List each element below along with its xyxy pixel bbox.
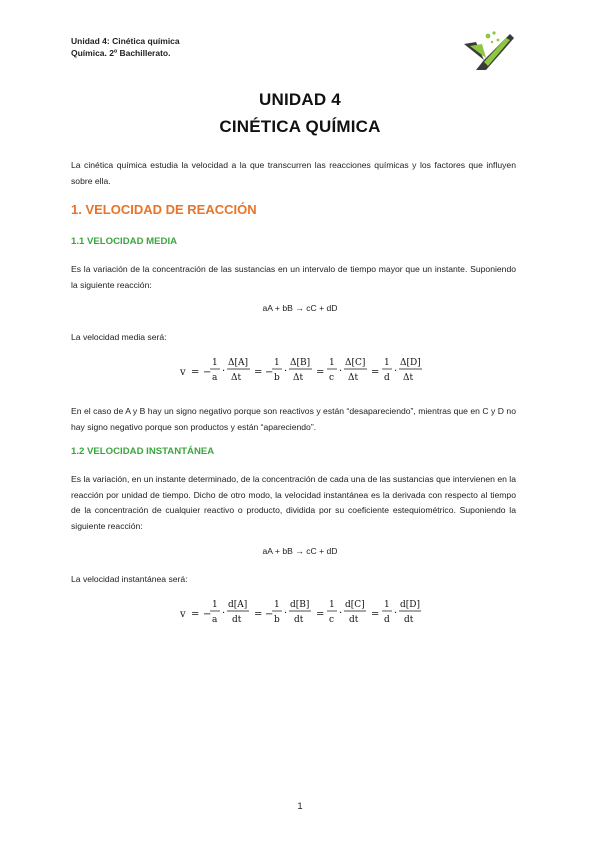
formula-den: Δt bbox=[293, 373, 304, 383]
formula-eq: = bbox=[371, 609, 380, 620]
formula-num-d: Δ[D] bbox=[400, 358, 421, 368]
formula-minus: − bbox=[265, 609, 274, 620]
formula-num-d: d[D] bbox=[400, 600, 420, 610]
intro-paragraph: La cinética química estudia la velocidad a la que transcurren las reacciones químicas y los factores que influyen sobre ella. bbox=[71, 160, 516, 186]
checkmark-logo-icon bbox=[462, 30, 516, 74]
formula-minus: − bbox=[265, 367, 274, 378]
formula-den: dt bbox=[294, 615, 304, 625]
section-heading: 1. VELOCIDAD DE REACCIÓN bbox=[71, 202, 257, 217]
formula-dot: · bbox=[394, 608, 398, 619]
formula-eq: = bbox=[254, 367, 263, 378]
formula-coef-c: c bbox=[329, 373, 335, 383]
formula-num-a: d[A] bbox=[228, 600, 248, 610]
formula-num-c: Δ[C] bbox=[345, 358, 366, 368]
note-paragraph: En el caso de A y B hay un signo negativo porque son reactivos y están “desapareciendo”, mientras que en C y D no hay signo negativo porque son productos y están “apareciendo”. bbox=[71, 406, 516, 432]
formula-num-b: Δ[B] bbox=[290, 358, 311, 368]
formula-coef-b: b bbox=[274, 615, 280, 625]
formula-v: v bbox=[180, 609, 186, 620]
formula-dot: · bbox=[394, 366, 398, 377]
formula-one: 1 bbox=[329, 358, 335, 368]
formula-num-c: d[C] bbox=[345, 600, 365, 610]
formula-one: 1 bbox=[212, 358, 218, 368]
formula-coef-b: b bbox=[274, 373, 280, 383]
formula-den: dt bbox=[232, 615, 242, 625]
formula-one: 1 bbox=[384, 358, 390, 368]
formula-eq: = bbox=[371, 367, 380, 378]
formula-v: v bbox=[180, 367, 186, 378]
formula-dot: · bbox=[222, 366, 226, 377]
formula-one: 1 bbox=[212, 600, 218, 610]
formula-one: 1 bbox=[274, 358, 280, 368]
formula-num-b: d[B] bbox=[290, 600, 310, 610]
lead-instantanea: La velocidad instantánea será: bbox=[71, 574, 188, 584]
paragraph-media: Es la variación de la concentración de las sustancias en un intervalo de tiempo mayor que un instante. Suponiendo la siguiente reacción: bbox=[71, 264, 516, 290]
page-number: 1 bbox=[297, 801, 303, 812]
formula-den: Δt bbox=[231, 373, 242, 383]
formula-one: 1 bbox=[384, 600, 390, 610]
paragraph-instantanea: Es la variación, en un instante determinado, de la concentración de cada una de las sustancias que intervienen en la reacción por unidad de tiempo. Dicho de otro modo, la velocidad instantánea es la derivada con respecto al tiempo de la concentración de cualquier reactivo o producto, dividida por su coeficiente estequiométrico. Suponiendo la siguiente reacción: bbox=[71, 474, 516, 531]
formula-coef-a: a bbox=[212, 373, 218, 383]
formula-dot: · bbox=[339, 608, 343, 619]
formula-den: dt bbox=[404, 615, 414, 625]
formula-den: Δt bbox=[348, 373, 359, 383]
formula-num-a: Δ[A] bbox=[228, 358, 249, 368]
formula-eq: = bbox=[191, 367, 200, 378]
formula-coef-a: a bbox=[212, 615, 218, 625]
formula-coef-d: d bbox=[384, 615, 390, 625]
formula-dot: · bbox=[339, 366, 343, 377]
subsection-heading-instantanea: 1.2 VELOCIDAD INSTANTÁNEA bbox=[71, 446, 215, 457]
reaction-equation-media: aA + bB → cC + dD bbox=[262, 303, 338, 313]
formula-den: dt bbox=[349, 615, 359, 625]
formula-eq: = bbox=[191, 609, 200, 620]
header-unit: Unidad 4: Cinética química bbox=[71, 36, 180, 46]
unit-subtitle: CINÉTICA QUÍMICA bbox=[219, 117, 381, 136]
formula-eq: = bbox=[254, 609, 263, 620]
formula-one: 1 bbox=[329, 600, 335, 610]
formula-dot: · bbox=[284, 366, 288, 377]
formula-media bbox=[0, 354, 600, 390]
unit-title: UNIDAD 4 bbox=[259, 90, 341, 109]
page-header bbox=[71, 35, 180, 59]
formula-instantanea bbox=[0, 596, 600, 632]
formula-minus: − bbox=[203, 609, 212, 620]
formula-dot: · bbox=[284, 608, 288, 619]
formula-one: 1 bbox=[274, 600, 280, 610]
lead-media: La velocidad media será: bbox=[71, 332, 167, 342]
formula-minus: − bbox=[203, 367, 212, 378]
formula-coef-c: c bbox=[329, 615, 335, 625]
formula-eq: = bbox=[316, 609, 325, 620]
formula-coef-d: d bbox=[384, 373, 390, 383]
formula-den: Δt bbox=[403, 373, 414, 383]
formula-eq: = bbox=[316, 367, 325, 378]
reaction-equation-instantanea: aA + bB → cC + dD bbox=[262, 546, 338, 556]
formula-dot: · bbox=[222, 608, 226, 619]
header-course: Química. 2º Bachillerato. bbox=[71, 48, 171, 58]
subsection-heading-media: 1.1 VELOCIDAD MEDIA bbox=[71, 236, 178, 247]
